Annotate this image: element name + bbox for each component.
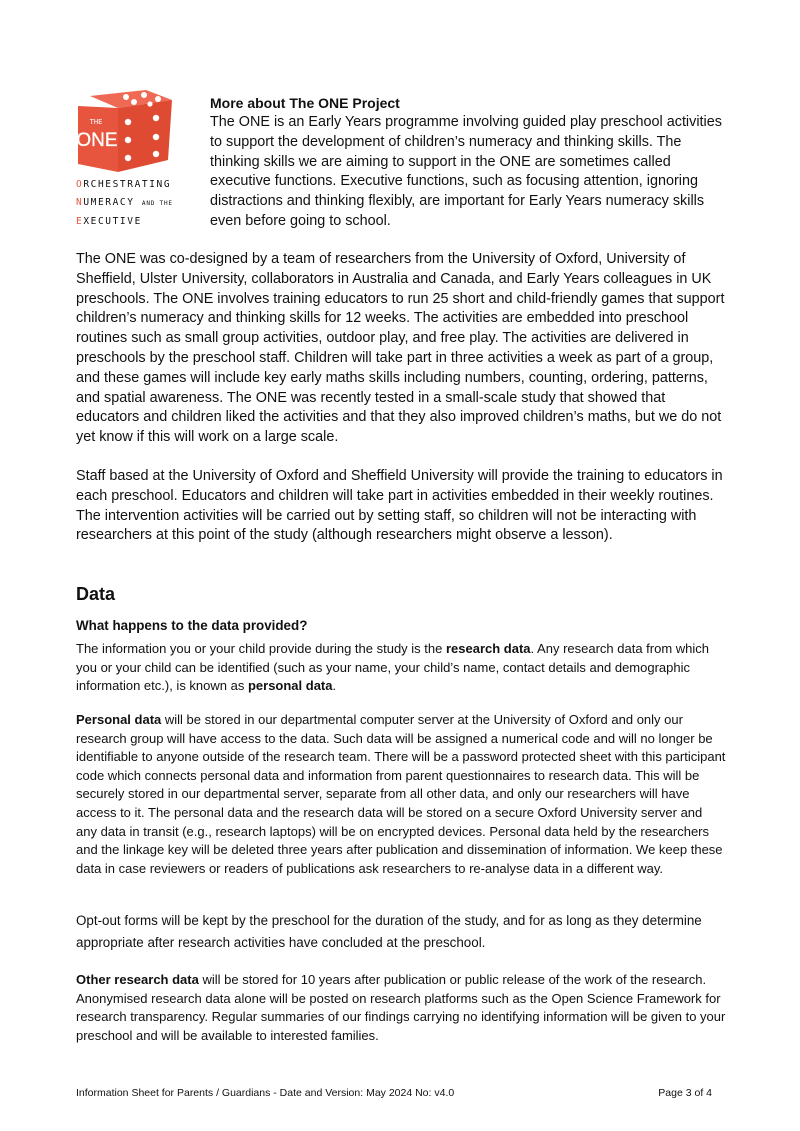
research-data-text-1: The information you or your child provide during the study is the [76,641,446,656]
logo-wordmark [76,176,186,231]
dice-word: ONE [76,130,118,151]
personal-data-body: will be stored in our departmental computer server at the University of Oxford and only our research group will have access to the data. Such data will be assigned a numerical code and will no longer be identifiable to anyone outside of the research team. There will be a password protected sheet with this participant code which connects personal data and information from parent questionnaires to research data. This will be securely stored in our departmental server, separate from all other data, and only our researchers will have access to it. The personal data and the research data will be stored on a secure Oxford University server and any data in transit (e.g., research laptops) will be on encrypted devices. Personal data held by the researchers and the linkage key will be deleted three years after publication and dissemination of information. We keep these data in case reviewers or readers of publications ask researchers to re-analyse data in a different way. [76,712,726,876]
logo-initial-o: O [76,179,84,190]
dice-logo-icon [76,88,176,172]
logo-initial-e: E [76,216,84,227]
personal-data-lead: Personal data [76,712,162,727]
personal-data-term: personal data [247,678,333,694]
logo-word-and-the: AND THE [141,200,173,207]
logo-word-numeracy: UMERACY [83,197,135,208]
opt-out-paragraph: Opt-out forms will be kept by the preschool for the duration of the study, and for as long as they determine appropriate after research activities have concluded at the preschool. [76,913,702,950]
other-research-data-paragraph [76,971,726,1045]
intro-heading-prefix: More about [210,95,290,111]
other-research-data-body: will be stored for 10 years after publication or public release of the work of the research. Anonymised research data alone will be posted on research platforms such as the Open Science Framework for research transparency. Regular summaries of our findings carrying no identifying information will be given to your preschool and will be available to interested families. [76,972,726,1043]
research-data-paragraph [76,640,726,696]
logo-word-orchestrating: RCHESTRATING [83,179,172,190]
one-project-logo [76,88,186,231]
dice-top-word: THE [89,118,103,126]
intro-heading [210,93,730,113]
logo-initial-n: N [76,197,84,208]
other-research-data-lead: Other research data [76,972,199,987]
data-section-title: Data [76,584,116,604]
research-data-term: research data [445,641,531,656]
personal-data-paragraph [76,711,726,878]
research-data-text-3: . [332,678,337,694]
footer-page-number: Page 3 of 4 [658,1087,712,1099]
codesign-paragraph: The ONE was co-designed by a team of researchers from the University of Oxford, University of Sheffield, Ulster University, collaborators in Australia and Canada, and Early Years colleagues in UK preschools. The ONE involves training educators to run 25 short and child-friendly games that support children’s numeracy and thinking skills for 12 weeks. The activities are embedded into preschool routines such as small group activities, outdoor play, and free play. The activities are delivered in preschools by the preschool staff. Children will take part in three activities a week as part of a group, and these games will include key early maths skills including numbers, counting, ordering, patterns, and spatial awareness. The ONE was recently tested in a small-scale study that showed that educators and children liked the activities and that they also improved children’s maths, but we do not yet know if this will work on a large scale. [76,251,725,446]
intro-section [210,93,730,232]
logo-word-executive: XECUTIVE [83,216,142,227]
footer-document-info: Information Sheet for Parents / Guardians - Date and Version: May 2024 No: v4.0 [76,1087,455,1099]
training-paragraph: Staff based at the University of Oxford and Sheffield University will provide the training to educators in each preschool. Educators and children will take part in activities embedded in their weekly routines. The intervention activities will be carried out by setting staff, so children will not be interacting with researchers at this point of the study (although researchers might observe a lesson). [76,468,723,544]
research-data-text-2: . Any research data from which you or your child can be identified (such as your name, your child’s name, contact details and demographic information etc.), is known as [76,641,710,694]
data-section-subtitle: What happens to the data provided? [76,618,308,633]
intro-heading-strong: The ONE Project [289,95,400,111]
intro-paragraph: The ONE is an Early Years programme involving guided play preschool activities to support the development of children’s numeracy and thinking skills. The thinking skills we are aiming to support in the ONE are sometimes called executive functions. Executive functions, such as focusing attention, ignoring distractions and thinking flexibly, are important for Early Years numeracy skills even before going to school. [210,114,722,229]
